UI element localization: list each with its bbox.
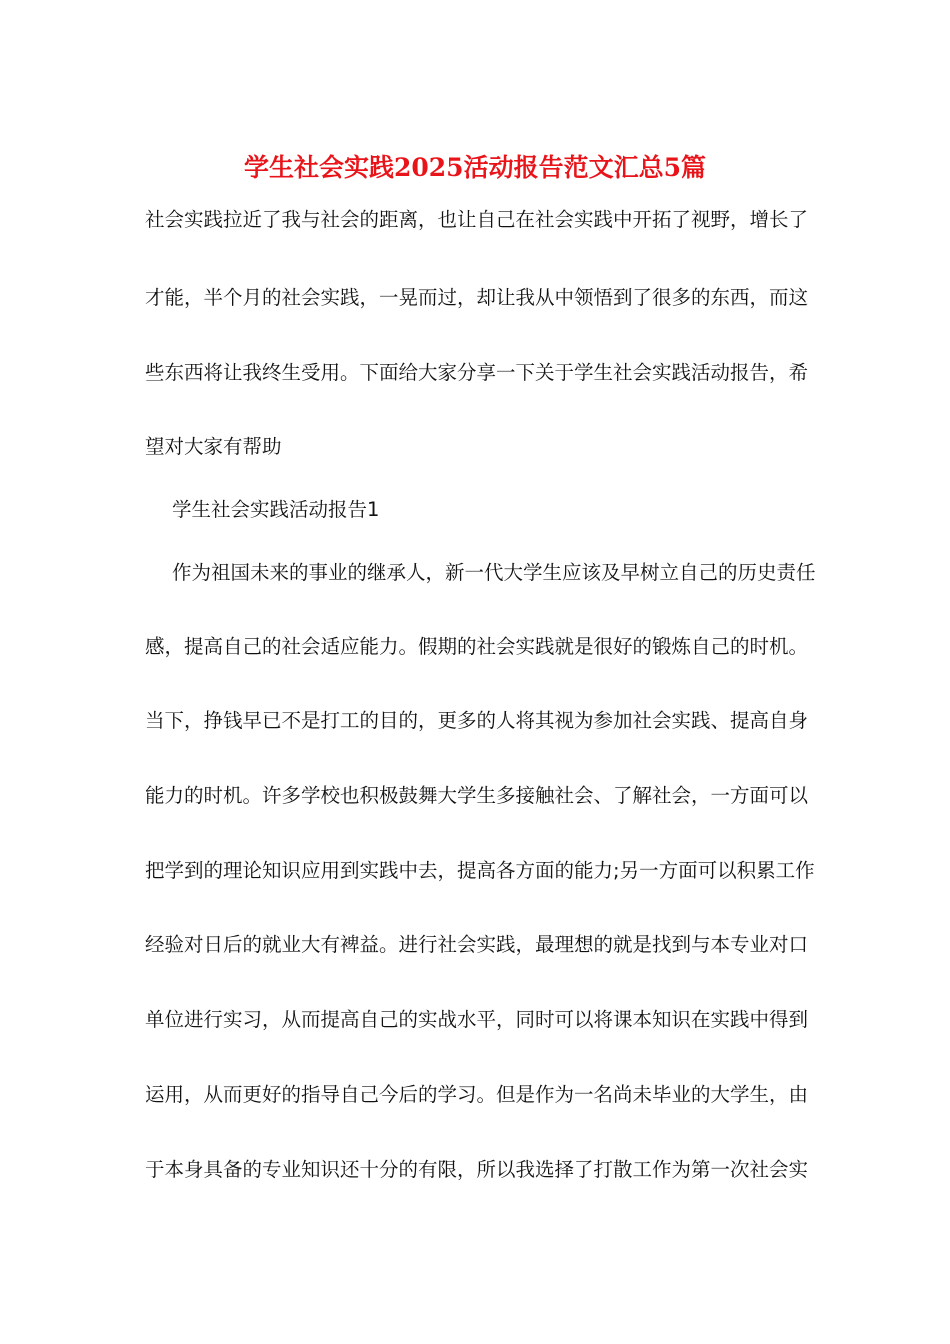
body-line-4: 能力的时机。许多学校也积极鼓舞大学生多接触社会、了解社会，一方面可以 xyxy=(145,784,809,807)
section-heading: 学生社会实践活动报告1 xyxy=(172,498,380,521)
body-line-2: 感，提高自己的社会适应能力。假期的社会实践就是很好的锻炼自己的时机。 xyxy=(145,635,809,658)
body-line-7: 单位进行实习，从而提高自己的实战水平，同时可以将课本知识在实践中得到 xyxy=(145,1008,809,1031)
intro-line-3: 些东西将让我终生受用。下面给大家分享一下关于学生社会实践活动报告，希 xyxy=(145,361,809,384)
intro-line-1: 社会实践拉近了我与社会的距离，也让自己在社会实践中开拓了视野，增长了 xyxy=(145,208,809,231)
intro-line-2: 才能，半个月的社会实践，一晃而过，却让我从中领悟到了很多的东西，而这 xyxy=(145,286,809,309)
body-line-5: 把学到的理论知识应用到实践中去，提高各方面的能力;另一方面可以积累工作 xyxy=(145,859,815,882)
body-line-6: 经验对日后的就业大有裨益。进行社会实践，最理想的就是找到与本专业对口 xyxy=(145,933,809,956)
body-line-1: 作为祖国未来的事业的继承人，新一代大学生应该及早树立自己的历史责任 xyxy=(172,561,816,584)
body-line-8: 运用，从而更好的指导自己今后的学习。但是作为一名尚未毕业的大学生，由 xyxy=(145,1083,809,1106)
body-line-9: 于本身具备的专业知识还十分的有限，所以我选择了打散工作为第一次社会实 xyxy=(145,1158,809,1181)
intro-line-4: 望对大家有帮助 xyxy=(145,435,282,458)
document-title: 学生社会实践2025活动报告范文汇总5篇 xyxy=(244,153,706,182)
body-line-3: 当下，挣钱早已不是打工的目的，更多的人将其视为参加社会实践、提高自身 xyxy=(145,709,809,732)
